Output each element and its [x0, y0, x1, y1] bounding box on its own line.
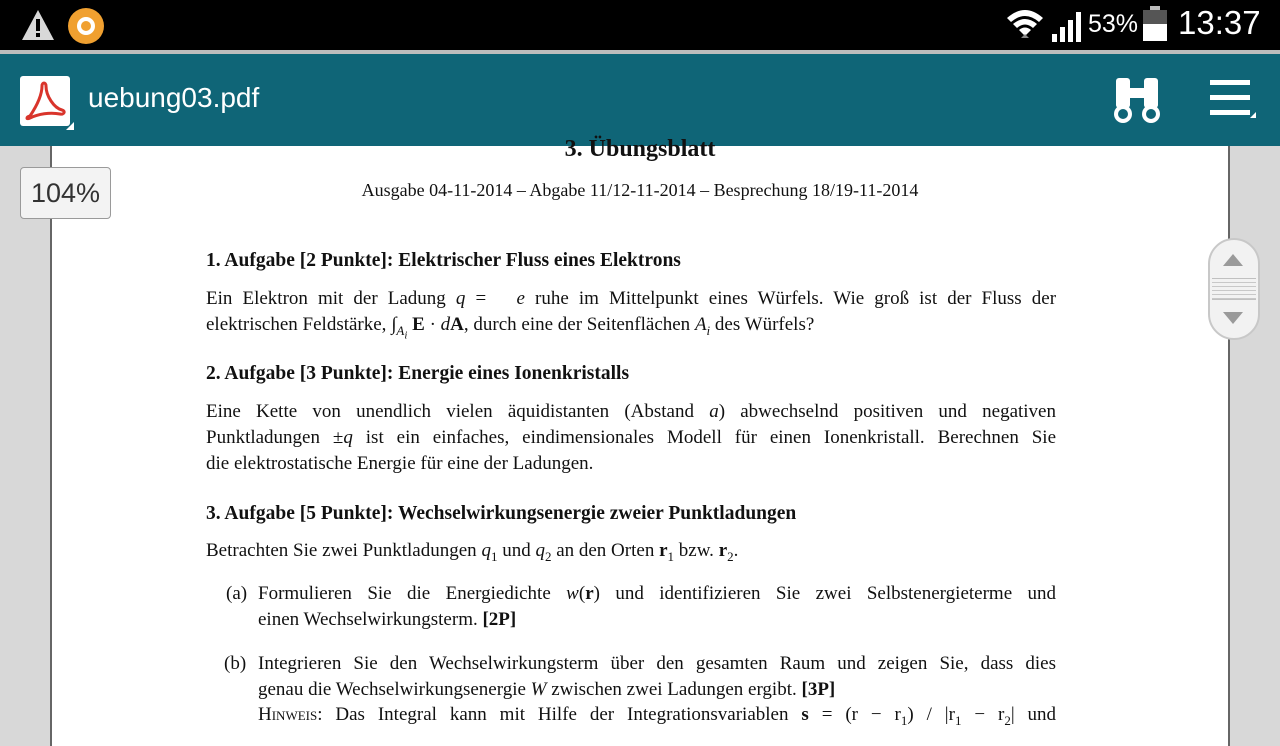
subtask-b-line-2: genau die Wechselwirkungsenergie W zwischen zwei Ladungen ergibt. [3P] — [258, 679, 836, 700]
document-viewport[interactable] — [0, 136, 1280, 728]
document-subtitle: Ausgabe 04-11-2014 – Abgabe 11/12-11-2014 – Besprechung 18/19-11-2014 — [361, 180, 919, 200]
scroll-grip[interactable] — [1212, 278, 1256, 300]
pdf-app-icon[interactable] — [20, 76, 70, 126]
page-scroll-control[interactable] — [1208, 238, 1260, 340]
binoculars-icon[interactable] — [1112, 74, 1162, 126]
pdf-page — [50, 136, 1230, 746]
wifi-icon — [1005, 6, 1045, 44]
app-notification-icon — [68, 8, 104, 44]
zoom-level-badge: 104% — [20, 167, 111, 219]
task-2-line-2: Punktladungen ±q ist ein einfaches, eindimensionales Modell für einen Ionenkristall. Berechnen Sie — [206, 427, 1057, 448]
task-3-intro: Betrachten Sie zwei Punktladungen $q_1$ und $q_2$ an den Orten $r_1$ bzw. $r_2$. — [206, 540, 739, 564]
menu-icon[interactable] — [1206, 74, 1258, 126]
task-2-line-1: Eine Kette von unendlich vielen äquidistanten (Abstand a) abwechselnd positiven und negativen — [206, 401, 1056, 422]
file-name: uebung03.pdf — [88, 82, 260, 113]
scroll-down-icon[interactable] — [1223, 312, 1243, 324]
document-title: 3. Übungsblatt — [564, 136, 716, 162]
subtask-b-label: (b) — [224, 653, 247, 674]
subtask-a-label: (a) — [226, 583, 248, 604]
app-bar — [0, 54, 1280, 146]
warning-icon — [20, 8, 56, 42]
scroll-up-icon[interactable] — [1223, 254, 1243, 266]
subtask-b-line-1: Integrieren Sie den Wechselwirkungsterm über den gesamten Raum und zeigen Sie, dass dies — [258, 653, 1056, 674]
signal-icon — [1050, 10, 1084, 42]
subtask-a-line-2: einen Wechselwirkungsterm. [2P] — [258, 609, 517, 630]
subtask-b-hint: Hinweis: Das Integral kann mit Hilfe der Integrationsvariablen $s = (r - r_1) / |r_1 - r_2|$ und — [258, 704, 1057, 728]
task-2-line-3: die elektrostatische Energie für eine der Ladungen. — [206, 453, 594, 474]
battery-percentage: 53% — [1088, 10, 1139, 38]
task-2-heading: 2. Aufgabe [3 Punkte]: Energie eines Ionenkristalls — [206, 363, 630, 384]
subtask-a-line-1: Formulieren Sie die Energiedichte w(r) und identifizieren Sie zwei Selbstenergieterme und — [258, 583, 1057, 604]
battery-icon — [1142, 6, 1168, 42]
clock: 13:37 — [1178, 4, 1261, 41]
status-bar — [0, 0, 1280, 50]
task-3-heading: 3. Aufgabe [5 Punkte]: Wechselwirkungsenergie zweier Punktladungen — [206, 503, 797, 524]
task-1-line-1: Ein Elektron mit der Ladung q = e ruhe im Mittelpunkt eines Würfels. Wie groß ist der Fluss der — [206, 288, 1057, 309]
task-1-heading: 1. Aufgabe [2 Punkte]: Elektrischer Fluss eines Elektrons — [206, 250, 681, 271]
app-menu-indicator — [66, 122, 74, 130]
task-1-line-2: elektrischen Feldstärke, $\int_{A_i}$ E · dA, durch eine der Seitenflächen $A_i$ des Würfels? — [206, 314, 815, 342]
